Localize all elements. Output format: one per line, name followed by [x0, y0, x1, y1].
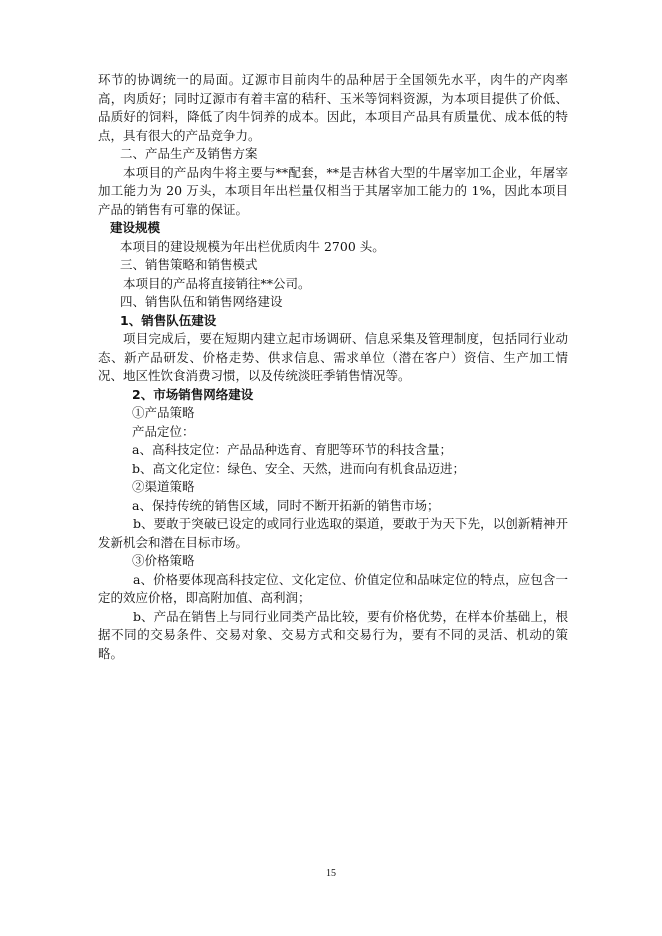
item-product-strategy: ①产品策略 [132, 405, 195, 420]
item-price-b: b、产品在销售上与同行业同类产品比较，要有价格优势，在样本价基础上，根据不同的交易条件、交易对象、交易方式和交易行为，要有不同的灵活、机动的策略。 [98, 608, 568, 661]
paragraph-scale: 本项目的建设规模为年出栏优质肉牛 2700 头。 [120, 238, 385, 254]
subheading-sales-team: 1、销售队伍建设 [120, 312, 217, 328]
body-text [98, 71, 568, 663]
paragraph-sales-plan: 本项目的产品肉牛将主要与**配套，**是吉林省大型的牛屠宰加工企业，年屠宰加工能力为 20 万头，本项目年出栏量仅相当于其屠宰加工能力的 1%，因此本项目产品的销售有可靠的保证。 [98, 164, 568, 217]
item-channel-strategy: ②渠道策略 [132, 479, 195, 494]
section-heading-4: 四、销售队伍和销售网络建设 [120, 294, 283, 309]
item-channel-b: b、要敢于突破已设定的或同行业选取的渠道，要敢于为天下先，以创新精神开发新机会和潜在目标市场。 [98, 516, 568, 550]
paragraph-intro: 环节的协调统一的局面。辽源市目前肉牛的品种居于全国领先水平，肉牛的产肉率高，肉质好；同时辽源市有着丰富的秸秆、玉米等饲料资源，为本项目提供了价低、品质好的饲料，降低了肉牛饲养的成本。因此，本项目产品具有质量优、成本低的特点，具有很大的产品竞争力。 [98, 72, 568, 143]
page-number: 15 [326, 868, 336, 879]
paragraph-sales-team: 项目完成后，要在短期内建立起市场调研、信息采集及管理制度，包括同行业动态、新产品研发、价格走势、供求信息、需求单位（潜在客户）资信、生产加工情况、地区性饮食消费习惯，以及传统淡旺季销售情况等。 [98, 331, 568, 383]
paragraph-sales-strategy: 本项目的产品将直接销往**公司。 [123, 275, 311, 291]
item-channel-a: a、保持传统的销售区域，同时不断开拓新的销售市场； [132, 497, 440, 513]
item-product-positioning: 产品定位： [132, 423, 195, 439]
item-price-a: a、价格要体现高科技定位、文化定位、价值定位和品味定位的特点，应包含一定的效应价格，即高附加值、高利润； [98, 571, 568, 605]
item-price-strategy: ③价格策略 [132, 553, 195, 568]
section-heading-2: 二、产品生产及销售方案 [120, 146, 258, 161]
section-heading-3: 三、销售策略和销售模式 [120, 257, 258, 272]
subheading-scale: 建设规模 [110, 220, 161, 235]
item-high-tech: a、高科技定位：产品品种选育、育肥等环节的科技含量； [132, 442, 452, 457]
subheading-sales-network: 2、市场销售网络建设 [132, 386, 254, 402]
item-high-culture: b、高文化定位：绿色、安全、天然，进而向有机食品迈进； [132, 460, 466, 476]
